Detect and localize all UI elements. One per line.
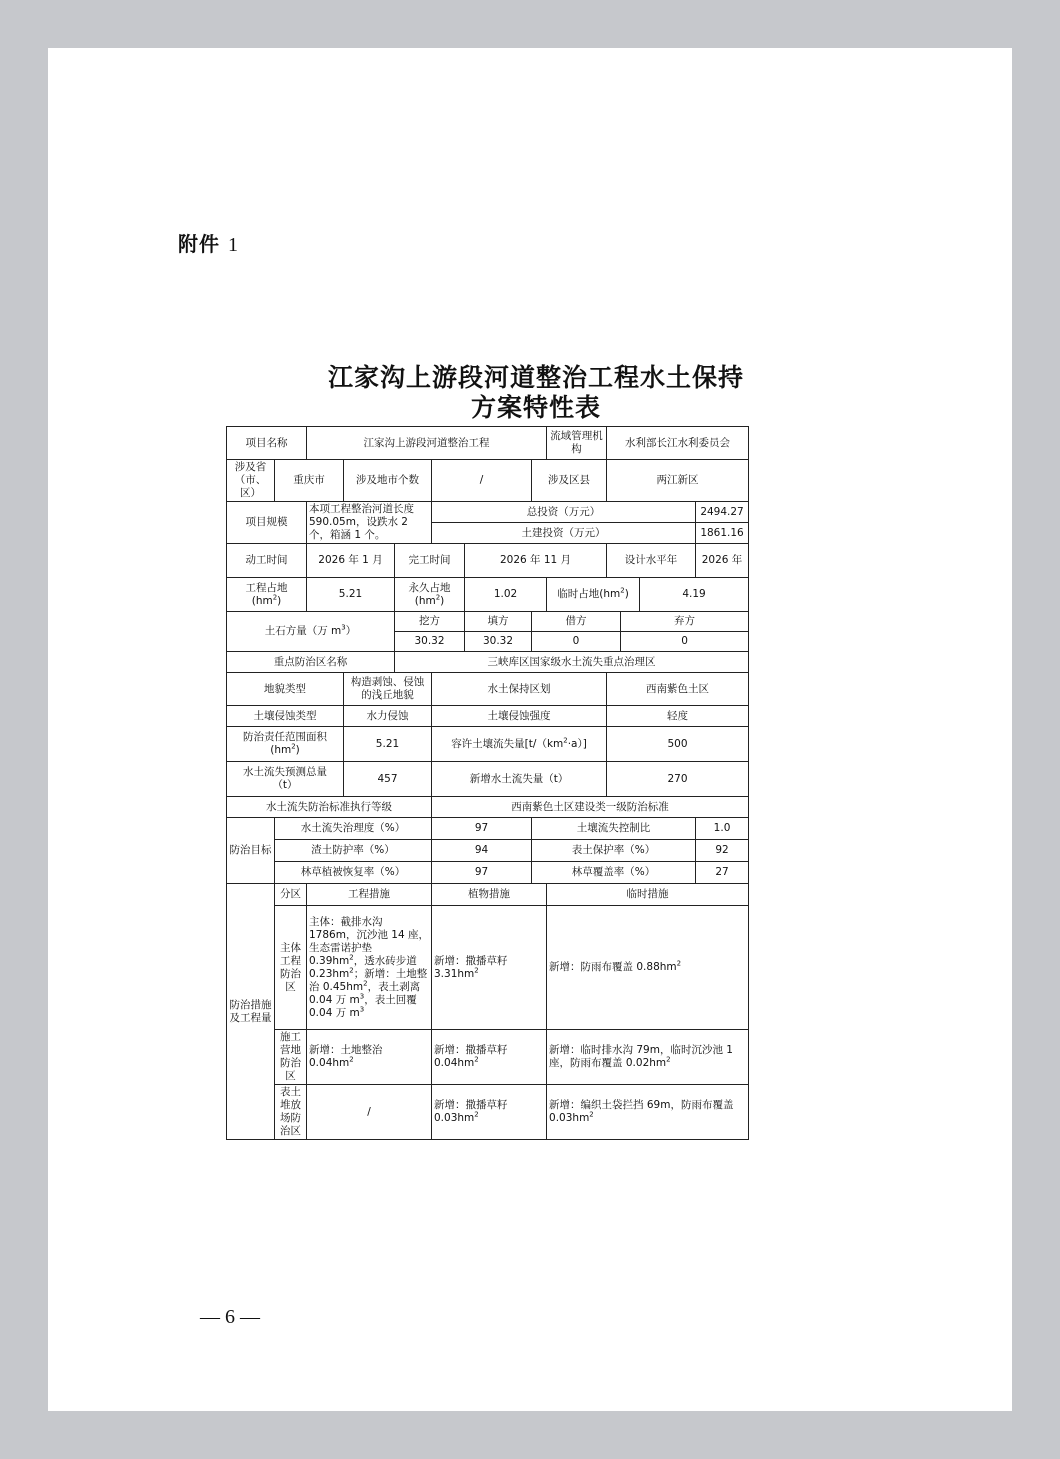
cell-label: 水土流失防治标准执行等级 <box>227 797 432 818</box>
superscript: 2 <box>620 586 625 595</box>
cell-value: 水力侵蚀 <box>344 706 432 727</box>
superscript: 2 <box>435 593 441 601</box>
zone-label: 施工营地防治区 <box>275 1030 307 1085</box>
table-row <box>227 1030 749 1085</box>
cell-label-tail: ·a）] <box>567 737 587 750</box>
temporary-measures <box>547 1030 749 1085</box>
measure-text: ，表土剥离 0.04 万 m <box>309 980 421 1006</box>
cell-label: 土建投资（万元） <box>432 523 696 544</box>
cell-label: 水土保持区划 <box>432 673 607 706</box>
cell-unit: (hm <box>251 594 273 607</box>
cell-label: 渣土防护率（%） <box>275 840 432 862</box>
cell-header: 填方 <box>465 612 532 632</box>
cell-label: 动工时间 <box>227 544 307 578</box>
attachment-label <box>178 228 239 257</box>
table-row <box>227 1085 749 1140</box>
cell-label: 总投资（万元） <box>432 502 696 523</box>
superscript: 2 <box>291 742 296 751</box>
temporary-measures <box>547 1085 749 1140</box>
cell-label: 临时占地$(hm^2)$ <box>547 578 640 612</box>
cell-label: 水土流失治理度（%） <box>275 818 432 840</box>
cell-label-text: 土石方量（万 m <box>264 625 342 637</box>
measure-text: ，表土回覆 0.04 万 m <box>309 993 417 1019</box>
cell-label: 土壤侵蚀强度 <box>432 706 607 727</box>
superscript: 2 <box>349 966 354 974</box>
table-row <box>227 706 749 727</box>
cell-value: 重庆市 <box>275 460 344 502</box>
cell-value: 27 <box>696 862 749 884</box>
cell-header: 分区 <box>275 884 307 906</box>
table-title-line2: 方案特性表 <box>470 393 601 422</box>
cell-value: 92 <box>696 840 749 862</box>
superscript: 2 <box>563 736 568 744</box>
cell-value: / <box>432 460 532 502</box>
cell-value: 构造剥蚀、侵蚀的浅丘地貌 <box>344 673 432 706</box>
cell-value: 1861.16 <box>696 523 749 544</box>
table-row <box>227 818 749 840</box>
table-title-line1: 江家沟上游段河道整治工程水土保持 <box>327 363 744 392</box>
cell-value: 1.0 <box>696 818 749 840</box>
cell-value: 94 <box>432 840 532 862</box>
attachment-number: 1 <box>227 234 239 256</box>
table-row <box>227 862 749 884</box>
cell-label: 地貌类型 <box>227 673 344 706</box>
superscript: 2 <box>666 1055 671 1064</box>
cell-label: 林草覆盖率（%） <box>532 862 696 884</box>
measure-text: 新增：撒播草籽 0.04hm <box>434 1044 508 1069</box>
cell-unit: （t） <box>272 779 298 791</box>
table-row <box>227 673 749 706</box>
cell-label: 土壤侵蚀类型 <box>227 706 344 727</box>
superscript: 2 <box>474 1110 479 1119</box>
cell-value: 三峡库区国家级水土流失重点治理区 <box>395 652 749 673</box>
cell-value: 0 <box>532 632 621 652</box>
measure-text: 新增：撒播草籽 3.31hm <box>434 954 508 980</box>
cell-value: 30.32 <box>395 632 465 652</box>
cell-value: 4.19 <box>640 578 749 612</box>
measure-text: 新增：撒播草籽 0.03hm <box>434 1099 508 1124</box>
cell-value: 457 <box>344 762 432 797</box>
table-row <box>227 906 749 1030</box>
cell-label: 永久占地$(hm^2)$ <box>395 578 465 612</box>
cell-label <box>432 727 607 762</box>
goals-label: 防治目标 <box>227 818 275 884</box>
cell-label: 流域管理机构 <box>547 427 607 460</box>
measure-text: 主体：截排水沟 1786m，沉沙池 14 座，生态雷诺护垫 0.39hm <box>309 915 429 967</box>
cell-label: 完工时间 <box>395 544 465 578</box>
cell-value: 2026 年 <box>696 544 749 578</box>
plant-measures <box>432 1030 547 1085</box>
cell-value: 1.02 <box>465 578 547 612</box>
cell-label: 项目名称 <box>227 427 307 460</box>
cell-label-text: 水土流失预测总量 <box>243 766 327 778</box>
table-row <box>227 727 749 762</box>
temporary-measures <box>547 906 749 1030</box>
measure-text: ；新增：土地整治 0.45hm <box>309 967 428 993</box>
zone-label: 表土堆放场防治区 <box>275 1085 307 1140</box>
cell-header: 植物措施 <box>432 884 547 906</box>
cell-label <box>227 762 344 797</box>
cell-header: 工程措施 <box>307 884 432 906</box>
cell-value: 2026 年 11 月 <box>465 544 607 578</box>
cell-label: 表土保护率（%） <box>532 840 696 862</box>
table-row <box>227 427 749 460</box>
plant-measures <box>432 906 547 1030</box>
cell-label-text: 工程占地 <box>245 581 288 594</box>
cell-value: 97 <box>432 818 532 840</box>
cell-label: 涉及区县 <box>532 460 607 502</box>
measure-text: ，透水砖步道 0.23hm <box>309 954 417 980</box>
cell-label: 土石方量（万 $m^3$） <box>227 612 395 652</box>
cell-label-text: 永久占地(hm <box>408 581 451 607</box>
cell-unit: (hm <box>270 744 292 756</box>
cell-label: 重点防治区名称 <box>227 652 395 673</box>
table-row <box>227 762 749 797</box>
engineering-measures <box>307 906 432 1030</box>
cell-label: 涉及地市个数 <box>344 460 432 502</box>
table-row <box>227 502 749 523</box>
cell-value: 本项工程整治河道长度 590.05m，设跌水 2 个，箱涵 1 个。 <box>307 502 432 544</box>
superscript: 2 <box>589 1110 594 1119</box>
table-row <box>227 840 749 862</box>
cell-value: 500 <box>607 727 749 762</box>
cell-value: 西南紫色土区 <box>607 673 749 706</box>
cell-label: 设计水平年 <box>607 544 696 578</box>
measure-text: 新增：防雨布覆盖 0.88hm <box>549 961 677 973</box>
table-row <box>227 578 749 612</box>
superscript: 3 <box>359 992 365 1000</box>
superscript: 2 <box>676 959 682 968</box>
cell-value: 5.21 <box>344 727 432 762</box>
cell-value: 2026 年 1 月 <box>307 544 395 578</box>
measures-label: 防治措施及工程量 <box>227 884 275 1140</box>
cell-header: 临时措施 <box>547 884 749 906</box>
cell-value: 97 <box>432 862 532 884</box>
superscript: 3 <box>341 623 346 632</box>
cell-value: 两江新区 <box>607 460 749 502</box>
cell-header: 弃方 <box>621 612 749 632</box>
engineering-measures <box>307 1030 432 1085</box>
cell-value: 30.32 <box>465 632 532 652</box>
cell-value: 0 <box>621 632 749 652</box>
attachment-text: 附件 <box>178 232 220 256</box>
cell-value: 270 <box>607 762 749 797</box>
measure-text: 新增：编织土袋拦挡 69m，防雨布覆盖 0.03hm <box>549 1099 734 1124</box>
zone-label: 主体工程防治区 <box>275 906 307 1030</box>
cell-label-text: 临时占地(hm <box>557 588 621 600</box>
table-row <box>227 544 749 578</box>
table-row <box>227 884 749 906</box>
table-row <box>227 612 749 632</box>
cell-label: 新增水土流失量（t） <box>432 762 607 797</box>
cell-label: 土壤流失控制比 <box>532 818 696 840</box>
table-row <box>227 652 749 673</box>
cell-label: 林草植被恢复率（%） <box>275 862 432 884</box>
cell-header: 借方 <box>532 612 621 632</box>
engineering-measures: / <box>307 1085 432 1140</box>
characteristics-table <box>226 426 749 1140</box>
superscript: 2 <box>474 966 479 974</box>
page-number: — 6 — <box>200 1306 260 1328</box>
cell-value: 江家沟上游段河道整治工程 <box>307 427 547 460</box>
measure-text: 新增：土地整治 0.04hm <box>309 1044 383 1069</box>
cell-value: 2494.27 <box>696 502 749 523</box>
cell-label-text: 容许土壤流失量[t/（km <box>451 737 564 750</box>
plant-measures <box>432 1085 547 1140</box>
superscript: 3 <box>359 1005 365 1013</box>
cell-header: 挖方 <box>395 612 465 632</box>
superscript: 2 <box>349 1055 354 1064</box>
measure-text: 新增：临时排水沟 79m，临时沉沙池 1 座，防雨布覆盖 0.02hm <box>549 1044 733 1069</box>
cell-value: 西南紫色土区建设类一级防治标准 <box>432 797 749 818</box>
table-row <box>227 797 749 818</box>
cell-label: 防治责任范围面积 $(hm^2)$ <box>227 727 344 762</box>
superscript: 2 <box>474 1055 479 1064</box>
cell-label: 工程占地 $(hm^2)$ <box>227 578 307 612</box>
superscript: 2 <box>349 953 354 961</box>
cell-label: 涉及省（市、区） <box>227 460 275 502</box>
cell-label: 项目规模 <box>227 502 307 544</box>
document-page <box>48 48 1012 1411</box>
cell-value: 5.21 <box>307 578 395 612</box>
cell-label-text: 防治责任范围面积 <box>243 731 327 743</box>
superscript: 2 <box>363 979 368 987</box>
cell-value: 水利部长江水利委员会 <box>607 427 749 460</box>
cell-value: 轻度 <box>607 706 749 727</box>
superscript: 2 <box>272 593 278 601</box>
table-row <box>227 460 749 502</box>
